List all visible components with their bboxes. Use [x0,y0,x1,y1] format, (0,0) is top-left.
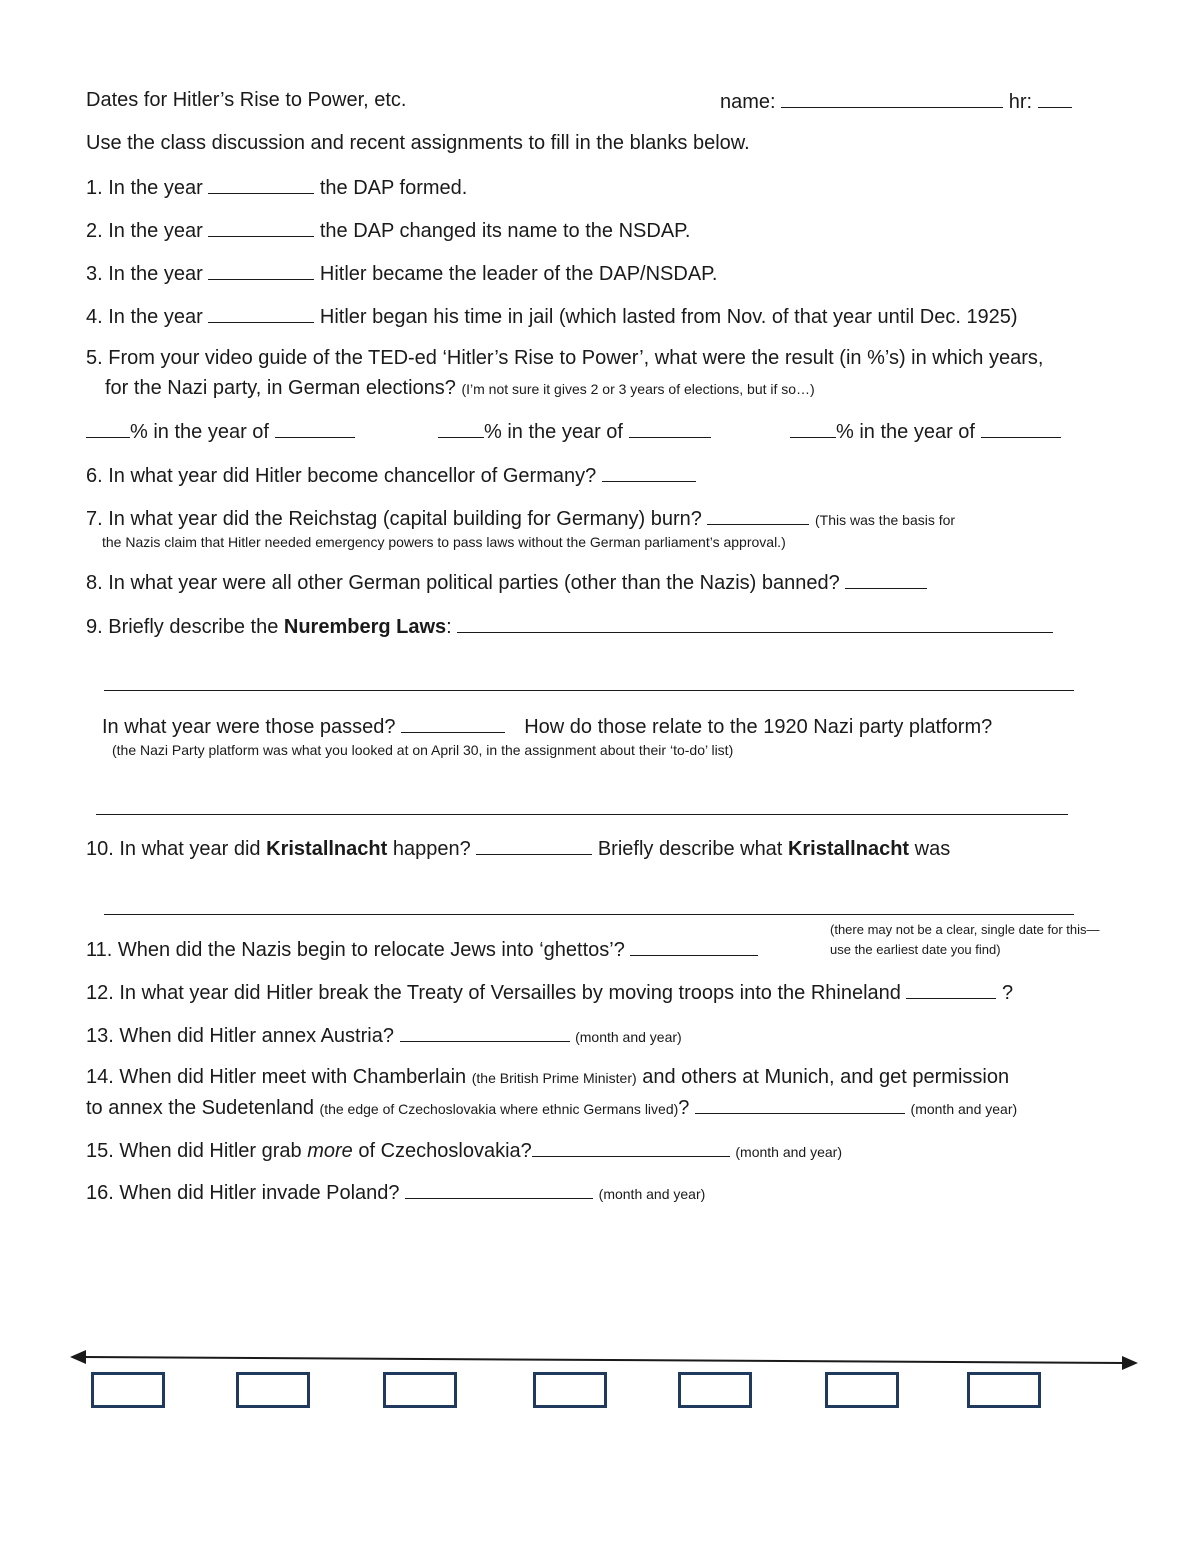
question-12 [86,978,1013,1006]
name-blank[interactable] [781,87,1003,108]
q4-prefix: 4. In the year [86,306,203,328]
q14-part3: to annex the Sudetenland [86,1097,314,1119]
q4-blank[interactable] [208,302,314,323]
q2-suffix: the DAP changed its name to the NSDAP. [319,220,691,242]
q15-more: more [307,1140,353,1162]
q14-note-3: (month and year) [910,1101,1018,1117]
q5-note: (I’m not sure it gives 2 or 3 years of elections, but if so…) [461,381,815,397]
timeline-box-5[interactable] [678,1372,752,1408]
q5-year-of-1: in the year of [153,421,269,443]
timeline-right-arrow-icon [1122,1356,1138,1370]
q1-prefix: 1. In the year [86,177,203,199]
timeline-box-7[interactable] [967,1372,1041,1408]
q8-text: 8. In what year were all other German political parties (other than the Nazis) banned? [86,572,840,594]
q10-was: was [914,838,951,860]
name-label: name: [720,91,776,113]
q5-year-blank-1[interactable] [275,417,355,438]
question-14-line2 [86,1093,1017,1122]
q8-blank[interactable] [845,568,927,589]
question-10 [86,834,950,862]
question-5-line2 [105,375,815,402]
question-9 [86,612,1053,640]
q11-note-1: (there may not be a clear, single date for this— [830,922,1100,937]
q14-blank[interactable] [695,1093,905,1114]
q9-note: (the Nazi Party platform was what you looked at on April 30, in the assignment about their ‘to-do’ list) [112,742,734,758]
q9-year-blank[interactable] [401,712,505,733]
q7-note-1: (This was the basis for [815,512,956,528]
q14-question-mark: ? [678,1097,690,1119]
q15-note: (month and year) [735,1144,842,1160]
q3-blank[interactable] [208,259,314,280]
q15-prefix: 15. When did Hitler grab [86,1140,302,1162]
question-15 [86,1136,842,1165]
q15-suffix: of Czechoslovakia? [358,1140,532,1162]
q5-answer-1 [86,417,355,445]
q7-note-2: the Nazis claim that Hitler needed emergency powers to pass laws without the German parliament’s approval.) [102,534,786,550]
timeline-box-6[interactable] [825,1372,899,1408]
question-4 [86,302,1018,330]
q9-prefix: 9. Briefly describe the [86,616,279,638]
question-2 [86,216,690,244]
timeline-box-3[interactable] [383,1372,457,1408]
q5-year-blank-2[interactable] [629,417,711,438]
timeline-line [82,1357,1126,1363]
q5-percent-blank-3[interactable] [790,417,836,438]
hr-label: hr: [1008,91,1033,113]
q5-percent-2: % [484,421,502,443]
q13-note: (month and year) [575,1029,682,1045]
q10-kristallnacht-1: Kristallnacht [266,838,388,860]
q5-year-of-2: in the year of [507,421,623,443]
q9-passed-text: In what year were those passed? [102,716,396,738]
q12-text: 12. In what year did Hitler break the Treaty of Versailles by moving troops into the Rhineland [86,982,901,1004]
q6-blank[interactable] [602,461,696,482]
q2-blank[interactable] [208,216,314,237]
q7-text: 7. In what year did the Reichstag (capital building for Germany) burn? [86,508,702,530]
q9-nuremberg-laws: Nuremberg Laws [283,616,447,638]
timeline-box-4[interactable] [533,1372,607,1408]
page-title: Dates for Hitler’s Rise to Power, etc. [86,89,407,111]
q16-note: (month and year) [598,1186,706,1202]
q10-mid: happen? [392,838,471,860]
header-row [86,87,407,113]
question-1 [86,173,467,201]
q5-percent-1: % [130,421,148,443]
q11-note-2: use the earliest date you find) [830,942,1001,957]
q3-prefix: 3. In the year [86,263,203,285]
q3-suffix: Hitler became the leader of the DAP/NSDAP. [319,263,718,285]
question-3 [86,259,717,287]
q5-year-of-3: in the year of [859,421,975,443]
q4-suffix: Hitler began his time in jail (which lasted from Nov. of that year until Dec. 1925) [319,306,1018,328]
q14-part1: 14. When did Hitler meet with Chamberlain [86,1066,467,1088]
question-6 [86,461,696,489]
q11-blank[interactable] [630,935,758,956]
question-13 [86,1021,682,1050]
q9-answer-line-3[interactable] [96,814,1068,815]
q9-blank-1[interactable] [457,612,1053,633]
question-16 [86,1178,705,1207]
q1-suffix: the DAP formed. [319,177,468,199]
q14-note-1: (the British Prime Minister) [471,1070,637,1086]
q10-describe: Briefly describe what [597,838,783,860]
question-5-line1: 5. From your video guide of the TED-ed ‘Hitler’s Rise to Power’, what were the result (in %’s) in which years, [86,347,1044,369]
question-8 [86,568,927,596]
instructions: Use the class discussion and recent assignments to fill in the blanks below. [86,132,750,154]
q10-blank[interactable] [476,834,592,855]
q5-percent-blank-2[interactable] [438,417,484,438]
hr-blank[interactable] [1038,87,1072,108]
q5-answer-3 [790,417,1061,445]
q10-kristallnacht-2: Kristallnacht [787,838,910,860]
q1-blank[interactable] [208,173,314,194]
q5-line2-text: for the Nazi party, in German elections? [105,377,456,399]
question-14-line1 [86,1064,1009,1091]
q9-passed [102,712,992,740]
timeline-box-1[interactable] [91,1372,165,1408]
timeline-box-2[interactable] [236,1372,310,1408]
q7-blank[interactable] [707,504,809,525]
q10-prefix: 10. In what year did [86,838,261,860]
q13-blank[interactable] [400,1021,570,1042]
q14-part2: and others at Munich, and get permission [642,1066,1010,1088]
q10-answer-line[interactable] [104,914,1074,915]
q6-text: 6. In what year did Hitler become chancellor of Germany? [86,465,597,487]
question-11 [86,935,758,963]
q5-percent-blank-1[interactable] [86,417,130,438]
q16-text: 16. When did Hitler invade Poland? [86,1182,400,1204]
q5-answer-2 [438,417,711,445]
q15-blank[interactable] [532,1136,730,1157]
q9-answer-line-2[interactable] [104,690,1074,691]
q16-blank[interactable] [405,1178,593,1199]
q14-note-2: (the edge of Czechoslovakia where ethnic Germans lived) [319,1101,679,1117]
timeline-left-arrow-icon [70,1350,86,1364]
q13-text: 13. When did Hitler annex Austria? [86,1025,394,1047]
q9-colon: : [446,616,452,638]
q9-relate-text: How do those relate to the 1920 Nazi party platform? [524,716,993,738]
q11-text: 11. When did the Nazis begin to relocate Jews into ‘ghettos’? [86,939,625,961]
q2-prefix: 2. In the year [86,220,203,242]
name-row [720,87,1072,115]
q12-end: ? [1002,982,1014,1004]
q12-blank[interactable] [906,978,996,999]
q5-percent-3: % [836,421,854,443]
q5-year-blank-3[interactable] [981,417,1061,438]
